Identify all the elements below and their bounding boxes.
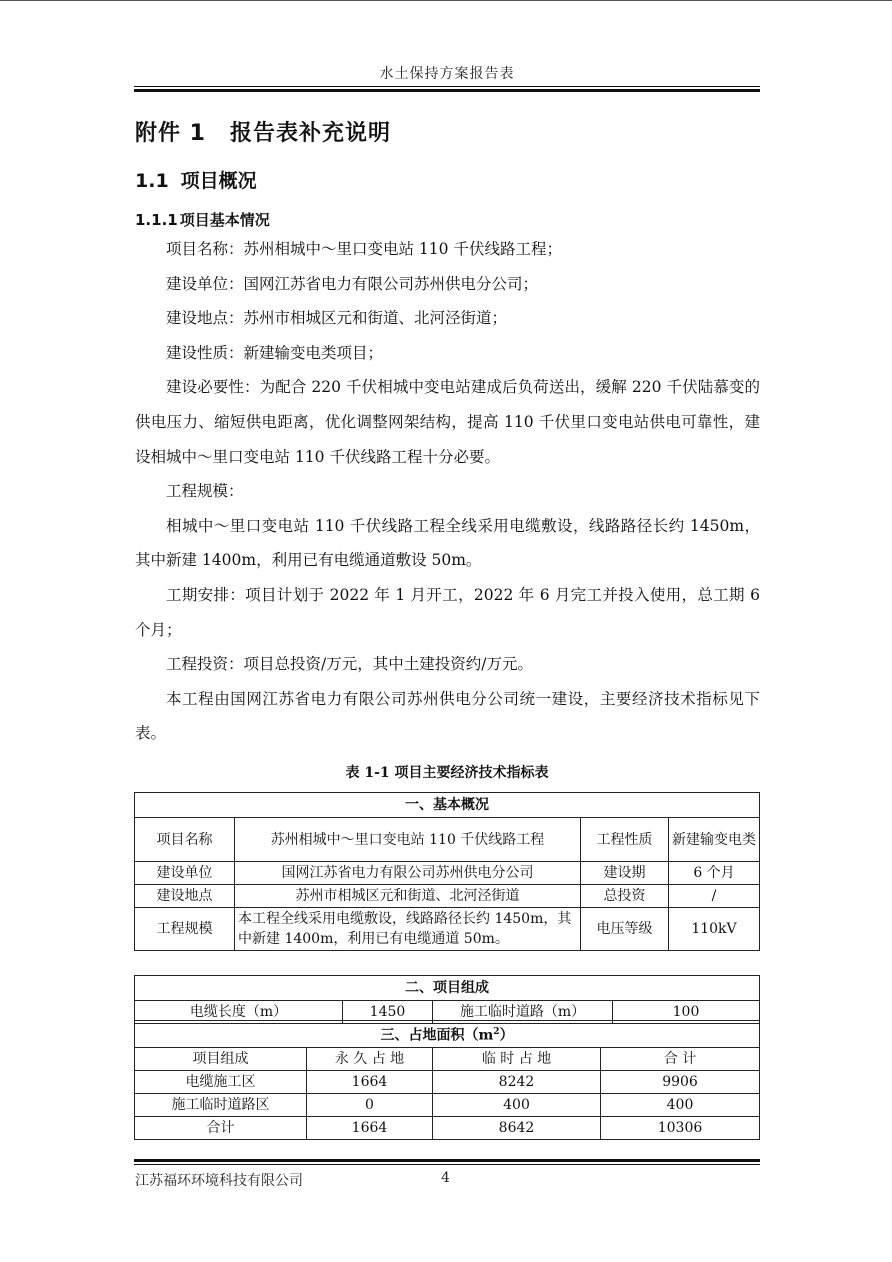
cell-label: 工程性质 xyxy=(581,818,669,862)
cell-value: 8242 xyxy=(433,1070,601,1093)
cell-value: 0 xyxy=(307,1093,433,1116)
paragraph-necessity: 建设必要性：为配合 220 千伏相城中变电站建成后负荷送出，缓解 220 千伏陆慕变的供电压力、缩短供电距离，优化调整网架结构，提高 110 千伏里口变电站供电可靠性，建设相城中～里口变电站 110 千伏线路工程十分必要。 xyxy=(135,378,760,466)
section-2-title: 二、项目组成 xyxy=(135,976,760,1001)
heading-1-title: 报告表补充说明 xyxy=(229,121,391,146)
indicator-table-composition xyxy=(134,975,760,1024)
paragraph-investment: 工程投资：项目总投资/万元，其中土建投资约/万元。 xyxy=(166,655,533,674)
paragraph-schedule: 工期安排：项目计划于 2022 年 1 月开工，2022 年 6 月完工并投入使用，总工期 6 个月； xyxy=(135,585,760,639)
heading-2-number: 1.1 xyxy=(135,170,169,192)
cell-label: 工程规模 xyxy=(135,908,235,951)
footer-rule-thick xyxy=(134,1159,760,1162)
cell-label: 施工临时道路区 xyxy=(135,1093,307,1116)
cell-value: 新建输变电类 xyxy=(669,818,760,862)
cell-label: 电压等级 xyxy=(581,908,669,951)
paragraph-project-name: 项目名称：苏州相城中～里口变电站 110 千伏线路工程； xyxy=(166,240,562,258)
table-row xyxy=(135,885,760,908)
table-row xyxy=(135,862,760,885)
table-row xyxy=(135,908,760,951)
paragraph-location: 建设地点：苏州市相城区元和街道、北河泾街道； xyxy=(166,309,508,328)
cell-label: 施工临时道路（m） xyxy=(433,1001,613,1024)
heading-1-number: 附件 1 xyxy=(135,121,206,146)
cell-label: 建设期 xyxy=(581,862,669,885)
page-number: 4 xyxy=(441,1170,450,1186)
heading-2 xyxy=(135,166,257,193)
cell-value: 国网江苏省电力有限公司苏州供电分公司 xyxy=(235,862,581,885)
cell-label: 电缆施工区 xyxy=(135,1070,307,1093)
column-header: 临 时 占 地 xyxy=(433,1047,601,1070)
table-section-header xyxy=(135,976,760,1001)
footer-rule-thin xyxy=(134,1164,760,1165)
header-rule-thick xyxy=(134,89,760,92)
heading-3-number: 1.1.1 xyxy=(135,211,178,229)
section-3-title-superscript: 2 xyxy=(493,1027,500,1037)
cell-value: 100 xyxy=(613,1001,760,1024)
cell-value: / xyxy=(669,885,760,908)
section-3-title xyxy=(135,1021,760,1048)
cell-value: 1664 xyxy=(307,1116,433,1139)
cell-value: 苏州相城中～里口变电站 110 千伏线路工程 xyxy=(235,818,581,862)
cell-value: 1664 xyxy=(307,1070,433,1093)
cell-label: 建设单位 xyxy=(135,862,235,885)
paragraph-builder: 建设单位：国网江苏省电力有限公司苏州供电分公司； xyxy=(166,274,539,293)
cell-label: 合计 xyxy=(135,1116,307,1139)
cell-label: 电缆长度（m） xyxy=(135,1001,343,1024)
column-header: 项目组成 xyxy=(135,1047,307,1070)
section-3-title-text: 三、占地面积（m xyxy=(380,1027,494,1044)
cell-value: 1450 xyxy=(343,1001,433,1024)
table-row xyxy=(135,818,760,862)
running-header: 水土保持方案报告表 xyxy=(379,66,515,82)
page-top-border xyxy=(0,0,892,1)
cell-value: 400 xyxy=(433,1093,601,1116)
paragraph-nature: 建设性质：新建输变电类项目； xyxy=(166,343,384,362)
paragraph-scale: 相城中～里口变电站 110 千伏线路工程全线采用电缆敷设，线路路径长约 1450m，其中新建 1400m，利用已有电缆通道敷设 50m。 xyxy=(135,516,760,570)
table-row xyxy=(135,1116,760,1139)
table-section-header xyxy=(135,793,760,818)
column-header: 合 计 xyxy=(601,1047,760,1070)
heading-3 xyxy=(135,209,270,230)
cell-value: 400 xyxy=(601,1093,760,1116)
table-section-header xyxy=(135,1021,760,1048)
cell-label: 建设地点 xyxy=(135,885,235,908)
cell-value: 9906 xyxy=(601,1070,760,1093)
section-1-title: 一、基本概况 xyxy=(135,793,760,818)
cell-value: 6 个月 xyxy=(669,862,760,885)
cell-value: 8642 xyxy=(433,1116,601,1139)
section-3-title-tail: ） xyxy=(499,1027,514,1044)
cell-value: 10306 xyxy=(601,1116,760,1139)
cell-value: 本工程全线采用电缆敷设，线路路径长约 1450m，其中新建 1400m，利用已有电缆通道 50m。 xyxy=(235,908,581,951)
indicator-table-basic xyxy=(134,792,760,951)
paragraph-scale-label: 工程规模： xyxy=(166,482,244,501)
paragraph-summary: 本工程由国网江苏省电力有限公司苏州供电分公司统一建设，主要经济技术指标见下表。 xyxy=(135,689,760,743)
heading-2-title: 项目概况 xyxy=(180,170,257,192)
footer-company: 江苏福环环境科技有限公司 xyxy=(135,1173,303,1189)
indicator-table-land-area xyxy=(134,1020,760,1140)
cell-label: 总投资 xyxy=(581,885,669,908)
cell-value: 苏州市相城区元和街道、北河泾街道 xyxy=(235,885,581,908)
body-text xyxy=(135,232,760,751)
table-header-row xyxy=(135,1047,760,1070)
header-rule-thin xyxy=(134,86,760,87)
column-header: 永 久 占 地 xyxy=(307,1047,433,1070)
cell-value: 110kV xyxy=(669,908,760,951)
table-row xyxy=(135,1093,760,1116)
heading-3-title: 项目基本情况 xyxy=(179,211,270,229)
table-row xyxy=(135,1070,760,1093)
table-caption: 表 1-1 项目主要经济技术指标表 xyxy=(345,765,549,781)
cell-label: 项目名称 xyxy=(135,818,235,862)
heading-1 xyxy=(135,116,391,147)
